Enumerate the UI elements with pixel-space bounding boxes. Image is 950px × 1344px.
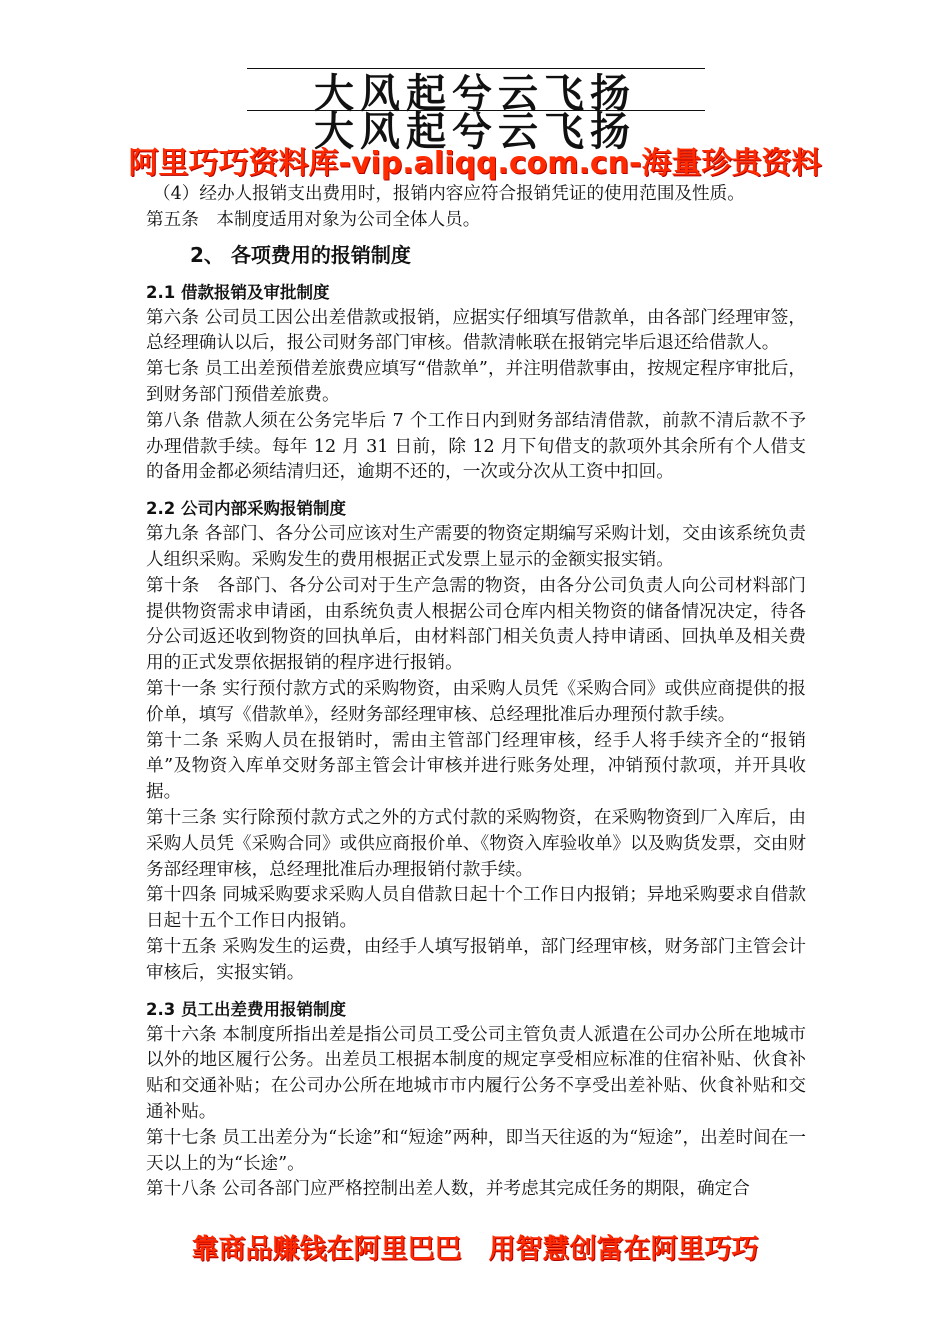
paragraph-article-14: 第十四条 同城采购要求采购人员自借款日起十个工作日内报销；异地采购要求自借款日起十五个工作日内报销。 [146,885,806,932]
top-ad-banner: 阿里巧巧资料库-vip.aliqq.com.cn-海量珍贵资料 [128,146,822,181]
paragraph-article-18: 第十八条 公司各部门应严格控制出差人数，并考虑其完成任务的期限，确定合 [146,1179,750,1200]
subsection-heading-2-2: 2.2 公司内部采购报销制度 [146,499,346,519]
brand-slogan-line1: 大风起兮云飞扬 [314,70,636,117]
header-rule-top [247,68,705,69]
paragraph-intro-2: 第五条 本制度适用对象为公司全体人员。 [146,209,481,230]
paragraph-intro-1: （4）经办人报销支出费用时，报销内容应符合报销凭证的使用范围及性质。 [153,184,745,204]
paragraph-article-16: 第十六条 本制度所指出差是指公司员工受公司主管负责人派遣在公司办公所在地城市以外的地区履行公务。出差员工根据本制度的规定享受相应标准的住宿补贴、伙食补贴和交通补贴；在公司办公所在地城市市内履行公务不享受出差补贴、伙食补贴和交通补贴。 [146,1024,806,1122]
paragraph-article-9: 第九条 各部门、各分公司应该对生产需要的物资定期编写采购计划，交由该系统负责人组织采购。采购发生的费用根据正式发票上显示的金额实报实销。 [146,524,806,570]
paragraph-article-10: 第十条 各部门、各分公司对于生产急需的物资，由各分公司负责人向公司材料部门提供物资需求申请函，由系统负责人根据公司仓库内相关物资的储备情况决定，待各分公司返还收到物资的回执单后，由材料部门相关负责人持申请函、回执单及相关费用的正式发票依据报销的程序进行报销。 [146,575,806,674]
bottom-ad-banner: 靠商品赚钱在阿里巴巴 用智慧创富在阿里巧巧 [191,1234,759,1265]
paragraph-article-11: 第十一条 实行预付款方式的采购物资，由采购人员凭《采购合同》或供应商提供的报价单，填写《借款单》，经财务部经理审核、总经理批准后办理预付款手续。 [146,678,806,725]
subsection-heading-2-3: 2.3 员工出差费用报销制度 [146,999,346,1019]
paragraph-article-6: 第六条 公司员工因公出差借款或报销，应据实仔细填写借款单，由各部门经理审签，总经理确认以后，报公司财务部门审核。借款清帐联在报销完毕后退还给借款人。 [146,307,806,354]
paragraph-article-17: 第十七条 员工出差分为“长途”和“短途”两种，即当天往返的为“短途”，出差时间在一天以上的为“长途”。 [146,1127,806,1174]
paragraph-article-15: 第十五条 采购发生的运费，由经手人填写报销单，部门经理审核，财务部门主管会计审核后，实报实销。 [146,936,806,983]
brand-slogan-line2: 大风起兮云飞扬 [314,108,636,155]
subsection-heading-2-1: 2.1 借款报销及审批制度 [146,282,330,302]
paragraph-article-12: 第十二条 采购人员在报销时，需由主管部门经理审核，经手人将手续齐全的“报销单”及物资入库单交财务部主管会计审核并进行账务处理，冲销预付款项，并开具收据。 [146,730,806,803]
paragraph-article-13: 第十三条 实行除预付款方式之外的方式付款的采购物资，在采购物资到厂入库后，由采购人员凭《采购合同》或供应商报价单、《物资入库验收单》以及购货发票，交由财务部经理审核，总经理批准后办理报销付款手续。 [146,807,806,880]
paragraph-article-8: 第八条 借款人须在公务完毕后 7 个工作日内到财务部结清借款，前款不清后款不予办理借款手续。每年 12 月 31 日前，除 12 月下旬借支的款项外其余所有个人借支的备用金都必须结清归还，逾期不还的，一次或分次从工资中扣回。 [146,410,806,483]
document-body [146,182,806,1203]
paragraph-article-7: 第七条 员工出差预借差旅费应填写“借款单”，并注明借款事由，按规定程序审批后，到财务部门预借差旅费。 [146,359,806,405]
section-heading: 2、 各项费用的报销制度 [190,242,411,267]
